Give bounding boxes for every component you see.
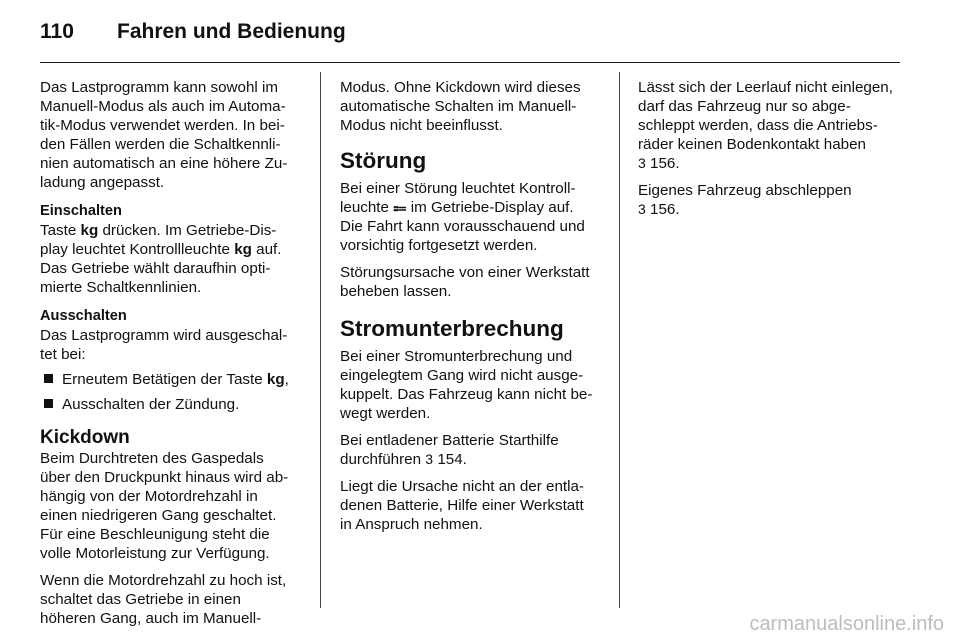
watermark: carmanualsonline.info xyxy=(749,613,944,635)
list-item: Ausschalten der Zündung. xyxy=(40,395,304,414)
list-item: Erneutem Betätigen der Taste kg, xyxy=(40,370,304,389)
column-2 xyxy=(340,78,604,542)
subheading-ausschalten: Ausschalten xyxy=(40,308,127,324)
column-3 xyxy=(638,78,904,227)
strom-paragraph-2: Bei entladener Batterie Starthilfe durchführen 3 154. xyxy=(340,432,559,468)
abschleppen-paragraph-2: Eigenes Fahrzeug abschleppen 3 156. xyxy=(638,182,852,218)
ausschalten-list xyxy=(40,370,304,414)
square-bullet-icon xyxy=(44,374,53,383)
page-reference-arrow-icon: 3 xyxy=(638,155,646,171)
intro-paragraph: Das Lastprogramm kann sowohl im Manuell-Modus als auch im Automa- tik-Modus verwendet werden. In bei- den Fällen werden die Schaltkennli- nien automatisch an eine höhere Zu- ladung angepasst. xyxy=(40,79,288,191)
kg-key-label: kg xyxy=(234,241,252,258)
kg-key-label: kg xyxy=(266,371,285,388)
page-reference-link[interactable]: 156. xyxy=(650,155,680,172)
strom-paragraph-3: Liegt die Ursache nicht an der entla- denen Batterie, Hilfe einer Werkstatt in Anspruch nehmen. xyxy=(340,478,584,533)
column-1 xyxy=(40,78,304,636)
heading-kickdown: Kickdown xyxy=(40,427,130,448)
heading-stoerung: Störung xyxy=(340,148,427,173)
column-divider xyxy=(619,72,620,608)
stoerung-paragraph-2: Störungsursache von einer Werkstatt beheben lassen. xyxy=(340,264,590,300)
chapter-title: Fahren und Bedienung xyxy=(117,20,346,43)
square-bullet-icon xyxy=(44,399,53,408)
page-reference-arrow-icon: 3 xyxy=(638,201,646,217)
strom-paragraph: Bei einer Stromunterbrechung und eingelegtem Gang wird nicht ausge- kuppelt. Das Fahrzeug kann nicht be- wegt werden. xyxy=(340,348,593,422)
page-reference-link[interactable]: 156. xyxy=(650,201,680,218)
stoerung-paragraph: Bei einer Störung leuchtet Kontroll- leuchte ⩴ im Getriebe-Display auf. Die Fahrt kann vorausschauend und vorsichtig fortgesetzt werden. xyxy=(340,180,585,254)
transmission-warning-icon: ⩴ xyxy=(393,199,407,216)
column-divider xyxy=(320,72,321,608)
page-number: 110 xyxy=(40,20,74,43)
continued-paragraph: Modus. Ohne Kickdown wird dieses automatische Schalten im Manuell- Modus nicht beeinflusst. xyxy=(340,79,581,134)
heading-stromunterbrechung: Stromunterbrechung xyxy=(340,316,564,341)
page-reference-arrow-icon: 3 xyxy=(425,451,434,467)
abschleppen-paragraph: Lässt sich der Leerlauf nicht einlegen, darf das Fahrzeug nur so abge- schleppt werden, dass die Antriebs- räder keinen Bodenkontakt haben 3 156. xyxy=(638,79,893,172)
kg-key-label: kg xyxy=(80,222,99,239)
ausschalten-paragraph: Das Lastprogramm wird ausgeschal- tet bei: xyxy=(40,327,288,363)
subheading-einschalten: Einschalten xyxy=(40,203,122,219)
page-header xyxy=(40,18,900,63)
kickdown-paragraph: Beim Durchtreten des Gaspedals über den Druckpunkt hinaus wird ab- hängig von der Motordrehzahl in einen niedrigeren Gang geschaltet. Für eine Beschleunigung steht die volle Motorleistung zur Verfügung. xyxy=(40,450,289,562)
page-reference-link[interactable]: 154. xyxy=(437,451,467,468)
einschalten-paragraph: Taste kg drücken. Im Getriebe-Dis- play leuchtet Kontrollleuchte kg auf. Das Getriebe wählt daraufhin opti- mierte Schaltkennlinien. xyxy=(40,222,282,296)
kickdown-paragraph-2: Wenn die Motordrehzahl zu hoch ist, schaltet das Getriebe in einen höheren Gang, auch im Manuell- xyxy=(40,572,287,627)
